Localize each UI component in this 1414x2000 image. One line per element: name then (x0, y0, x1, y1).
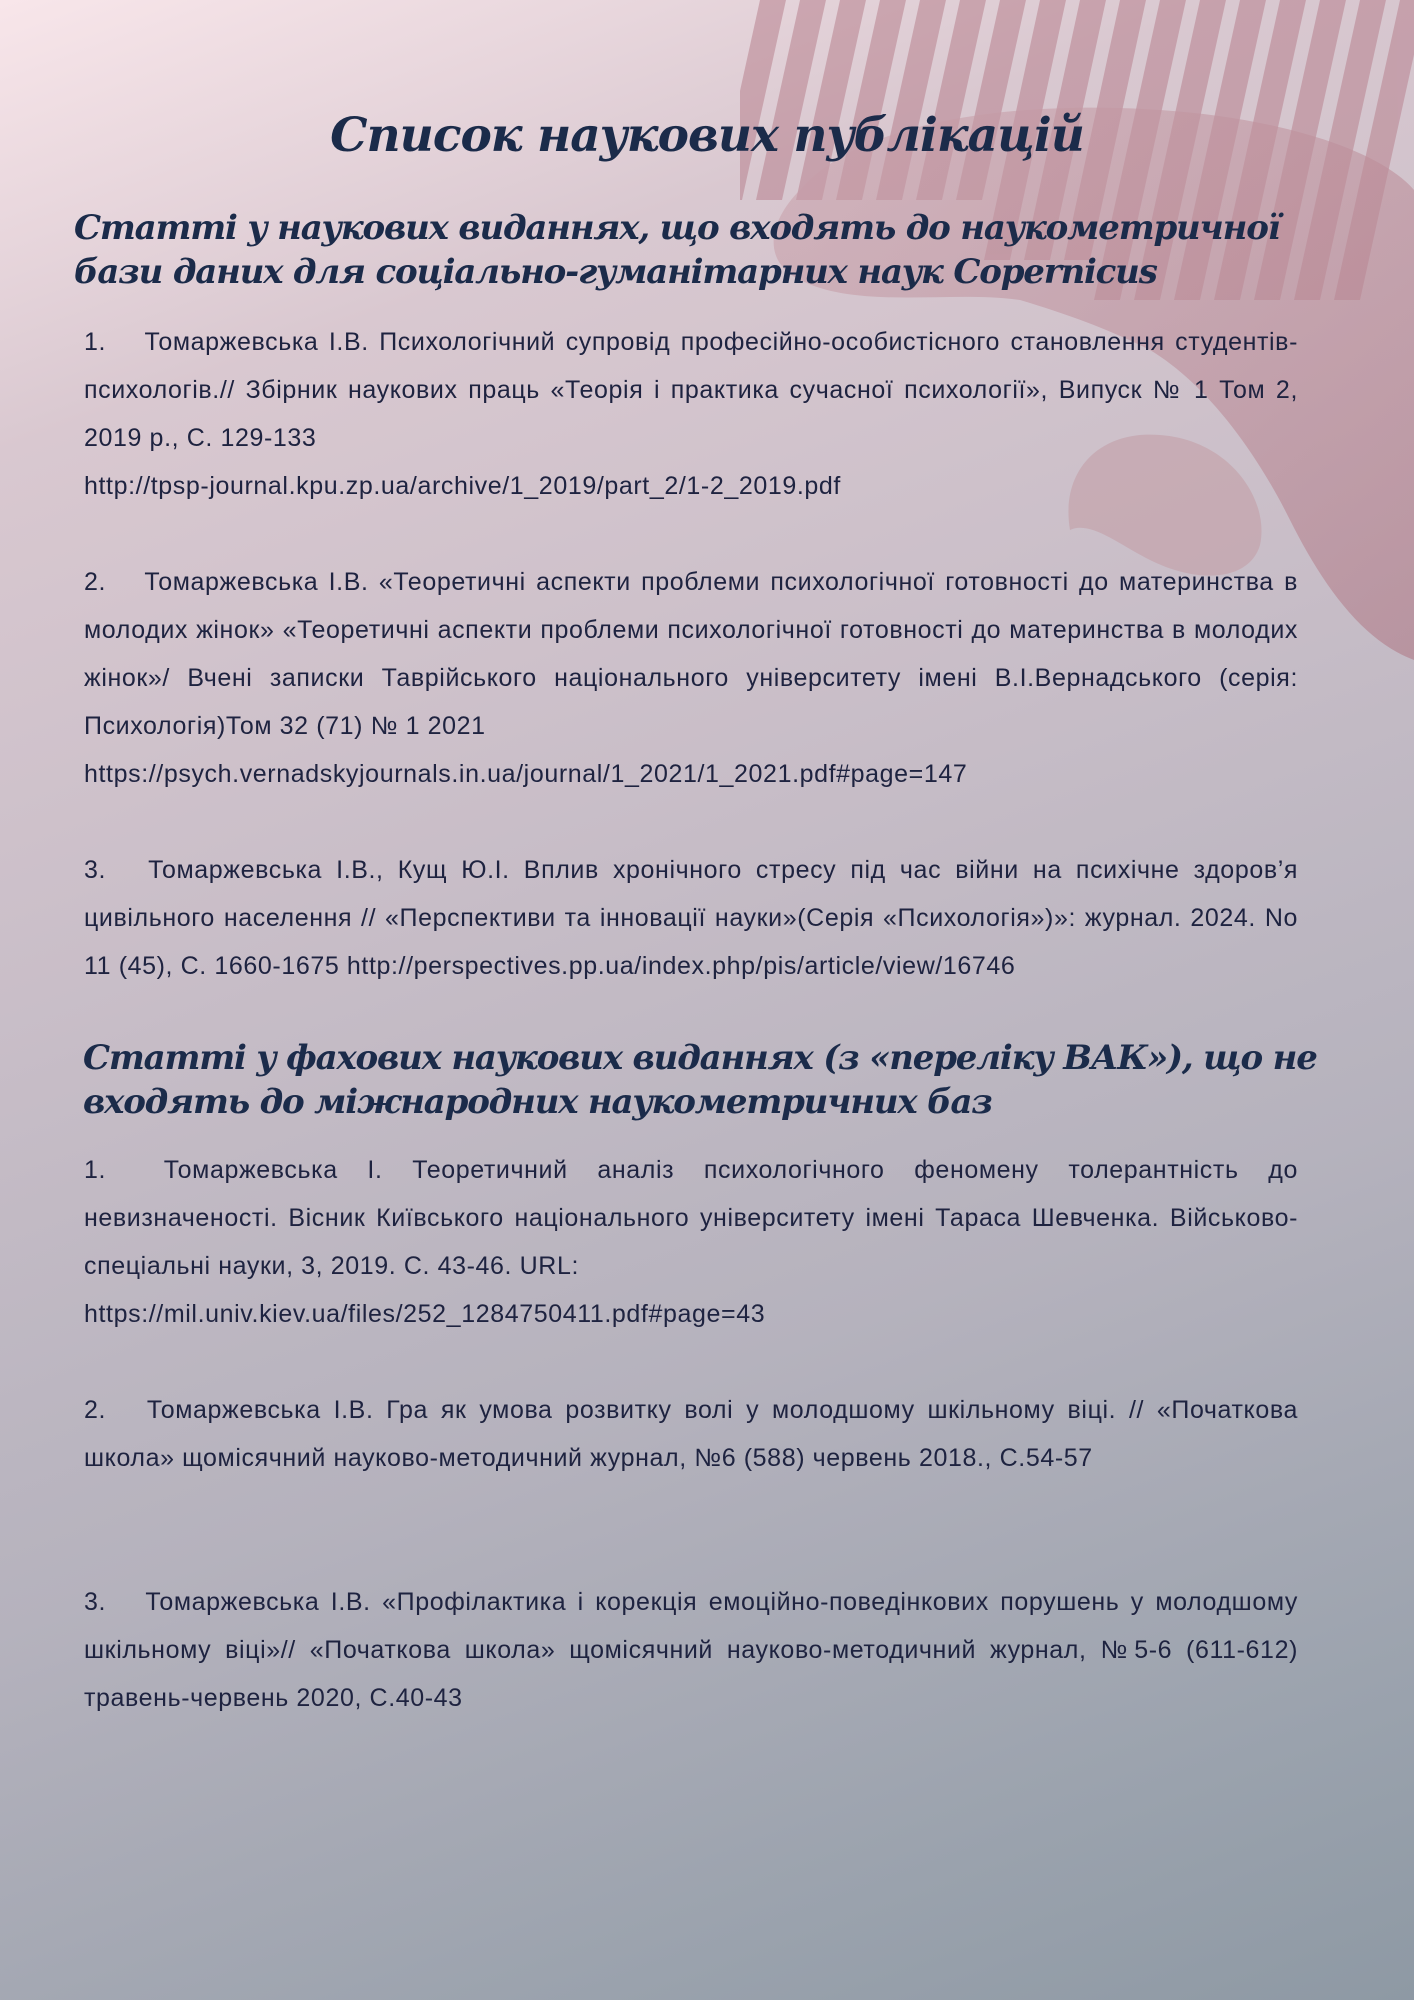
entry-text: Томаржевська І.В. Гра як умова розвитку волі у молодшому шкільному віці. // «Початкова школа» щомісячний науково-методичний журнал, №6 (588) червень 2018., С.54-57 (84, 1396, 1298, 1472)
entry-number: 3. (84, 1588, 107, 1616)
page-title: Список наукових публікацій (330, 108, 1084, 163)
entry-number: 1. (84, 1156, 107, 1184)
entry-number: 2. (84, 568, 107, 596)
entry-text: Томаржевська І. Теоретичний аналіз психологічного феномену толерантність до невизначеності. Вісник Київського національного університету імені Тараса Шевченка. Військово-спеціальні науки, 3, 2019. С. 43-46. URL: (84, 1156, 1298, 1280)
publication-entry (84, 1578, 1298, 1722)
entry-text: Томаржевська І.В., Кущ Ю.І. Вплив хронічного стресу під час війни на психічне здоров’я цивільного населення // «Перспективи та інновації науки»(Серія «Психологія»)»: журнал. 2024. No 11 (45), С. 1660-1675 http://perspectives.pp.ua/index.php/pis/article/view/16746 (84, 856, 1298, 980)
entry-text: Томаржевська І.В. «Профілактика і корекція емоційно-поведінкових порушень у молодшому шкільному віці»// «Початкова школа» щомісячний науково-методичний журнал, №5-6 (611-612) травень-червень 2020, С.40-43 (84, 1588, 1298, 1712)
publication-entry (84, 318, 1298, 510)
entry-text: Томаржевська І.В. Психологічний супровід професійно-особистісного становлення студентів-психологів.// Збірник наукових праць «Теорія і практика сучасної психології», Випуск № 1 Том 2, 2019 р., С. 129-133 (84, 328, 1298, 452)
entry-number: 2. (84, 1396, 107, 1424)
entry-text: Томаржевська І.В. «Теоретичні аспекти проблеми психологічної готовності до материнства в молодих жінок» «Теоретичні аспекти проблеми психологічної готовності до материнства в молодих жінок»/ Вчені записки Таврійського національного університету імені В.І.Вернадського (серія: Психологія)Том 32 (71) № 1 2021 (84, 568, 1299, 740)
publication-entry (84, 558, 1298, 798)
publication-entry (84, 1146, 1298, 1338)
publication-entry (84, 1386, 1298, 1482)
entry-url[interactable]: https://psych.vernadskyjournals.in.ua/journal/1_2021/1_2021.pdf#page=147 (84, 760, 968, 788)
entry-number: 3. (84, 856, 107, 884)
section-heading-vak: Статті у фахових наукових виданнях (з «переліку ВАК»), що не входять до міжнародних наукометричних баз (83, 1038, 1317, 1122)
entry-number: 1. (84, 328, 107, 356)
entry-url[interactable]: http://tpsp-journal.kpu.zp.ua/archive/1_2019/part_2/1-2_2019.pdf (84, 472, 841, 500)
entry-url[interactable]: https://mil.univ.kiev.ua/files/252_1284750411.pdf#page=43 (84, 1300, 766, 1328)
section-heading-copernicus: Статті у наукових виданнях, що входять до наукометричної бази даних для соціально-гуманітарних наук Copernicus (74, 208, 1280, 292)
publication-entry (84, 846, 1298, 990)
